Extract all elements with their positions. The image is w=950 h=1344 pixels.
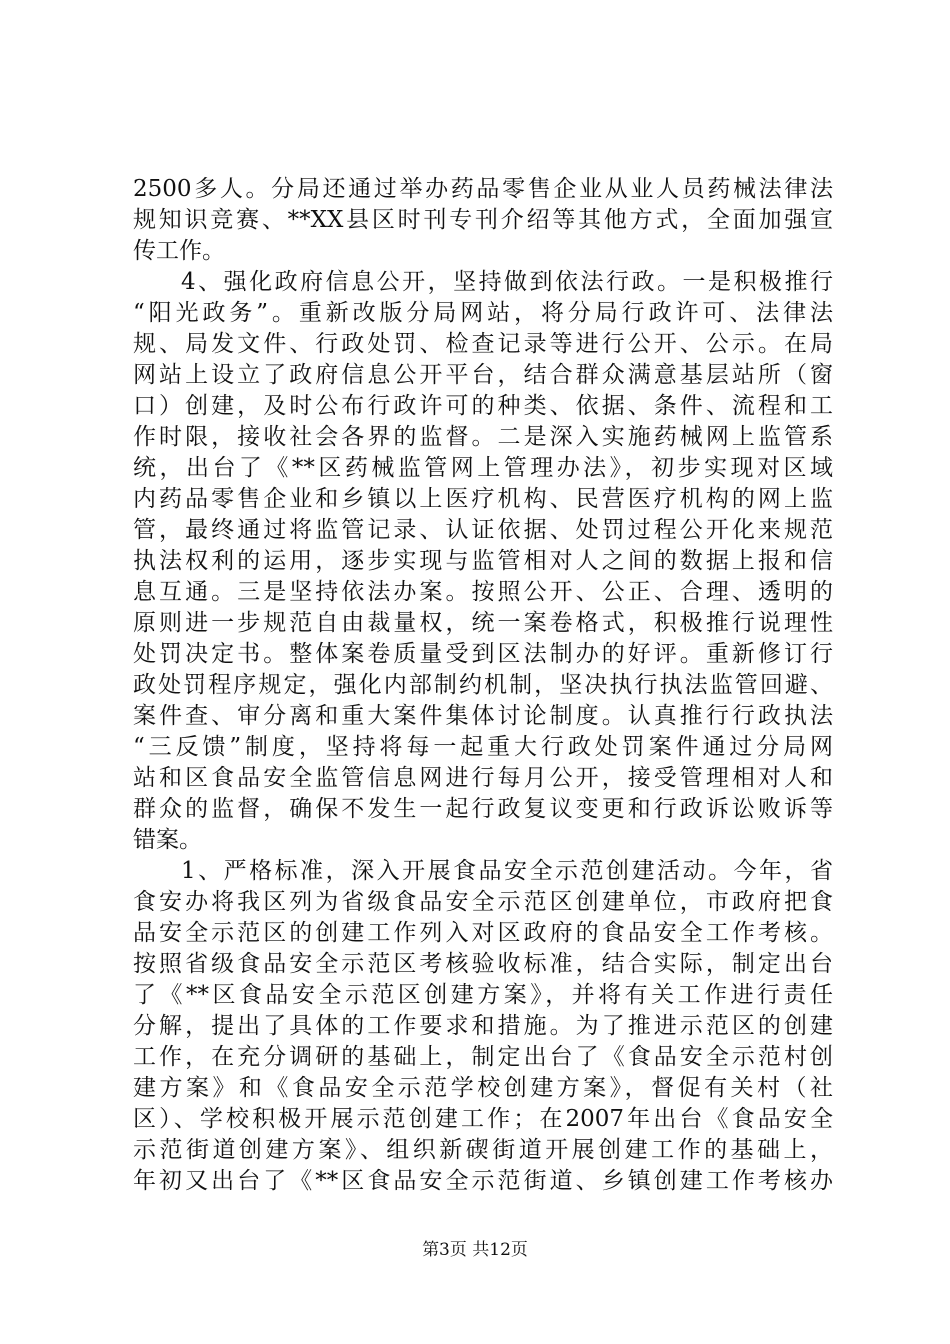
text-line: 传工作。: [133, 238, 225, 264]
text-line: 建方案》和《食品安全示范学校创建方案》，督促有关村（社: [133, 1075, 833, 1101]
text-line: 工作，在充分调研的基础上，制定出台了《食品安全示范村创: [133, 1044, 833, 1070]
text-line: 错案。: [133, 827, 202, 853]
text-line: 口）创建，及时公布行政许可的种类、依据、条件、流程和工: [133, 393, 833, 419]
text-line: 年初又出台了《**区食品安全示范街道、乡镇创建工作考核办: [133, 1168, 833, 1194]
text-line: 规知识竞赛、**XX县区时刊专刊介绍等其他方式，全面加强宣: [133, 207, 833, 233]
text-line: 管，最终通过将监管记录、认证依据、处罚过程公开化来规范: [133, 517, 833, 543]
text-line: 1、严格标准，深入开展食品安全示范创建活动。今年，省: [181, 858, 833, 884]
text-line: 案件查、审分离和重大案件集体讨论制度。认真推行行政执法: [133, 703, 833, 729]
text-line: 分解，提出了具体的工作要求和措施。为了推进示范区的创建: [133, 1013, 833, 1039]
text-line: 了《**区食品安全示范区创建方案》，并将有关工作进行责任: [133, 982, 833, 1008]
text-line: 统，出台了《**区药械监管网上管理办法》，初步实现对区域: [133, 455, 833, 481]
text-line: 政处罚程序规定，强化内部制约机制，坚决执行执法监管回避、: [133, 672, 833, 698]
text-line: 4、强化政府信息公开，坚持做到依法行政。一是积极推行: [181, 269, 833, 295]
text-line: 群众的监督，确保不发生一起行政复议变更和行政诉讼败诉等: [133, 796, 833, 822]
text-line: 原则进一步规范自由裁量权，统一案卷格式，积极推行说理性: [133, 610, 833, 636]
text-line: 内药品零售企业和乡镇以上医疗机构、民营医疗机构的网上监: [133, 486, 833, 512]
text-line: 按照省级食品安全示范区考核验收标准，结合实际，制定出台: [133, 951, 833, 977]
text-line: “阳光政务”。重新改版分局网站，将分局行政许可、法律法: [133, 300, 833, 326]
text-line: 处罚决定书。整体案卷质量受到区法制办的好评。重新修订行: [133, 641, 833, 667]
text-line: 示范街道创建方案》、组织新碶街道开展创建工作的基础上，: [133, 1137, 833, 1163]
text-line: 食安办将我区列为省级食品安全示范区创建单位，市政府把食: [133, 889, 833, 915]
text-line: 规、局发文件、行政处罚、检查记录等进行公开、公示。在局: [133, 331, 833, 357]
text-line: 区）、学校积极开展示范创建工作；在2007年出台《食品安全: [133, 1106, 833, 1132]
text-line: 站和区食品安全监管信息网进行每月公开，接受管理相对人和: [133, 765, 833, 791]
text-line: “三反馈”制度，坚持将每一起重大行政处罚案件通过分局网: [133, 734, 833, 760]
page-footer: 第3页 共12页: [422, 1240, 528, 1260]
text-line: 网站上设立了政府信息公开平台，结合群众满意基层站所（窗: [133, 362, 833, 388]
text-line: 2500多人。分局还通过举办药品零售企业从业人员药械法律法: [133, 176, 833, 202]
text-line: 执法权利的运用，逐步实现与监管相对人之间的数据上报和信: [133, 548, 833, 574]
text-line: 作时限，接收社会各界的监督。二是深入实施药械网上监管系: [133, 424, 833, 450]
text-line: 品安全示范区的创建工作列入对区政府的食品安全工作考核。: [133, 920, 833, 946]
text-line: 息互通。三是坚持依法办案。按照公开、公正、合理、透明的: [133, 579, 833, 605]
